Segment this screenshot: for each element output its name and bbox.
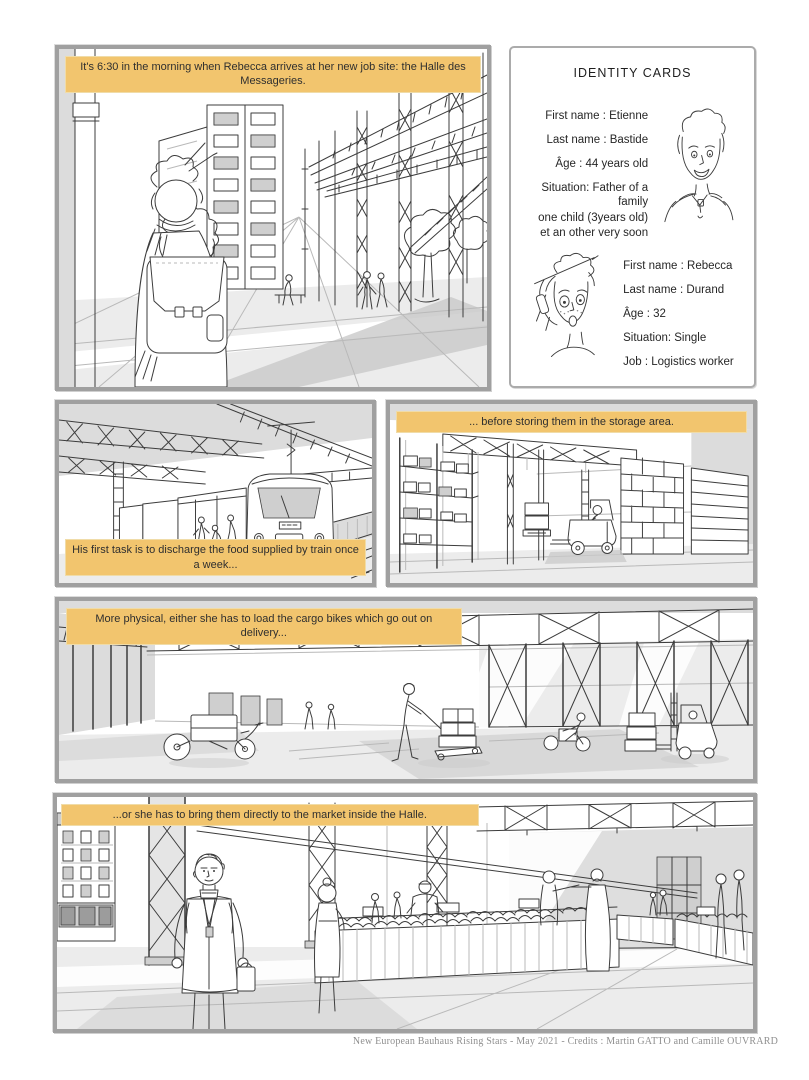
panel-identity-cards — [509, 46, 756, 388]
caption-text-storage: ... before storing them in the storage area. — [469, 416, 674, 428]
identity-cards-title: IDENTITY CARDS — [573, 66, 692, 80]
caption-text-cargo: More physical, either she has to load the cargo bikes which go out on delivery... — [95, 613, 433, 640]
profile-rebecca — [521, 250, 744, 380]
rebecca-job: Job : Logistics worker — [623, 356, 734, 368]
profile-etienne — [521, 104, 744, 244]
rebecca-situation: Situation: Single — [623, 332, 707, 344]
rebecca-age: Âge : 32 — [623, 308, 666, 320]
panel-train — [55, 400, 376, 587]
rebecca-first-name: First name : Rebecca — [623, 260, 733, 272]
rack-boxes — [404, 456, 469, 543]
forklift-sketch — [550, 470, 616, 555]
market-scene-sketch — [57, 797, 753, 1029]
caption-banner-market — [61, 804, 479, 826]
panel-market — [53, 793, 757, 1033]
caption-banner-arrival — [65, 56, 481, 93]
etienne-situation-line1: Situation: Father of a family — [541, 182, 649, 208]
panel-arrival — [55, 45, 491, 391]
etienne-last-name: Last name : Bastide — [546, 134, 649, 146]
arrival-scene-sketch — [59, 49, 487, 387]
panel-cargo-bikes — [55, 597, 757, 783]
etienne-situation-line2: one child (3years old) — [538, 211, 649, 224]
rebecca-last-name: Last name : Durand — [623, 284, 725, 296]
etienne-portrait-sketch — [652, 104, 744, 244]
footer-credits: New European Bauhaus Rising Stars - May 2021 - Credits : Martin GATTO and Camille OUVRARD — [352, 1036, 778, 1047]
etienne-first-name: First name : Etienne — [545, 110, 649, 122]
paris-facade-sketch — [57, 813, 115, 941]
caption-text-train: His first task is to discharge the food supplied by train once a week... — [72, 544, 359, 571]
rebecca-details — [619, 250, 744, 380]
caption-banner-storage — [396, 411, 747, 433]
caption-text-arrival: It's 6:30 in the morning when Rebecca arrives at her new job site: the Halle des Messageries. — [80, 61, 466, 88]
panel-storage — [386, 400, 757, 587]
etienne-situation-line3: et an other very soon — [540, 227, 649, 240]
caption-banner-cargo — [66, 608, 462, 645]
etienne-age: Âge : 44 years old — [555, 158, 649, 170]
caption-banner-train — [65, 539, 366, 576]
rebecca-portrait-sketch — [521, 252, 619, 364]
etienne-details — [521, 104, 648, 243]
caption-text-market: ...or she has to bring them directly to the market inside the Halle. — [112, 809, 427, 821]
